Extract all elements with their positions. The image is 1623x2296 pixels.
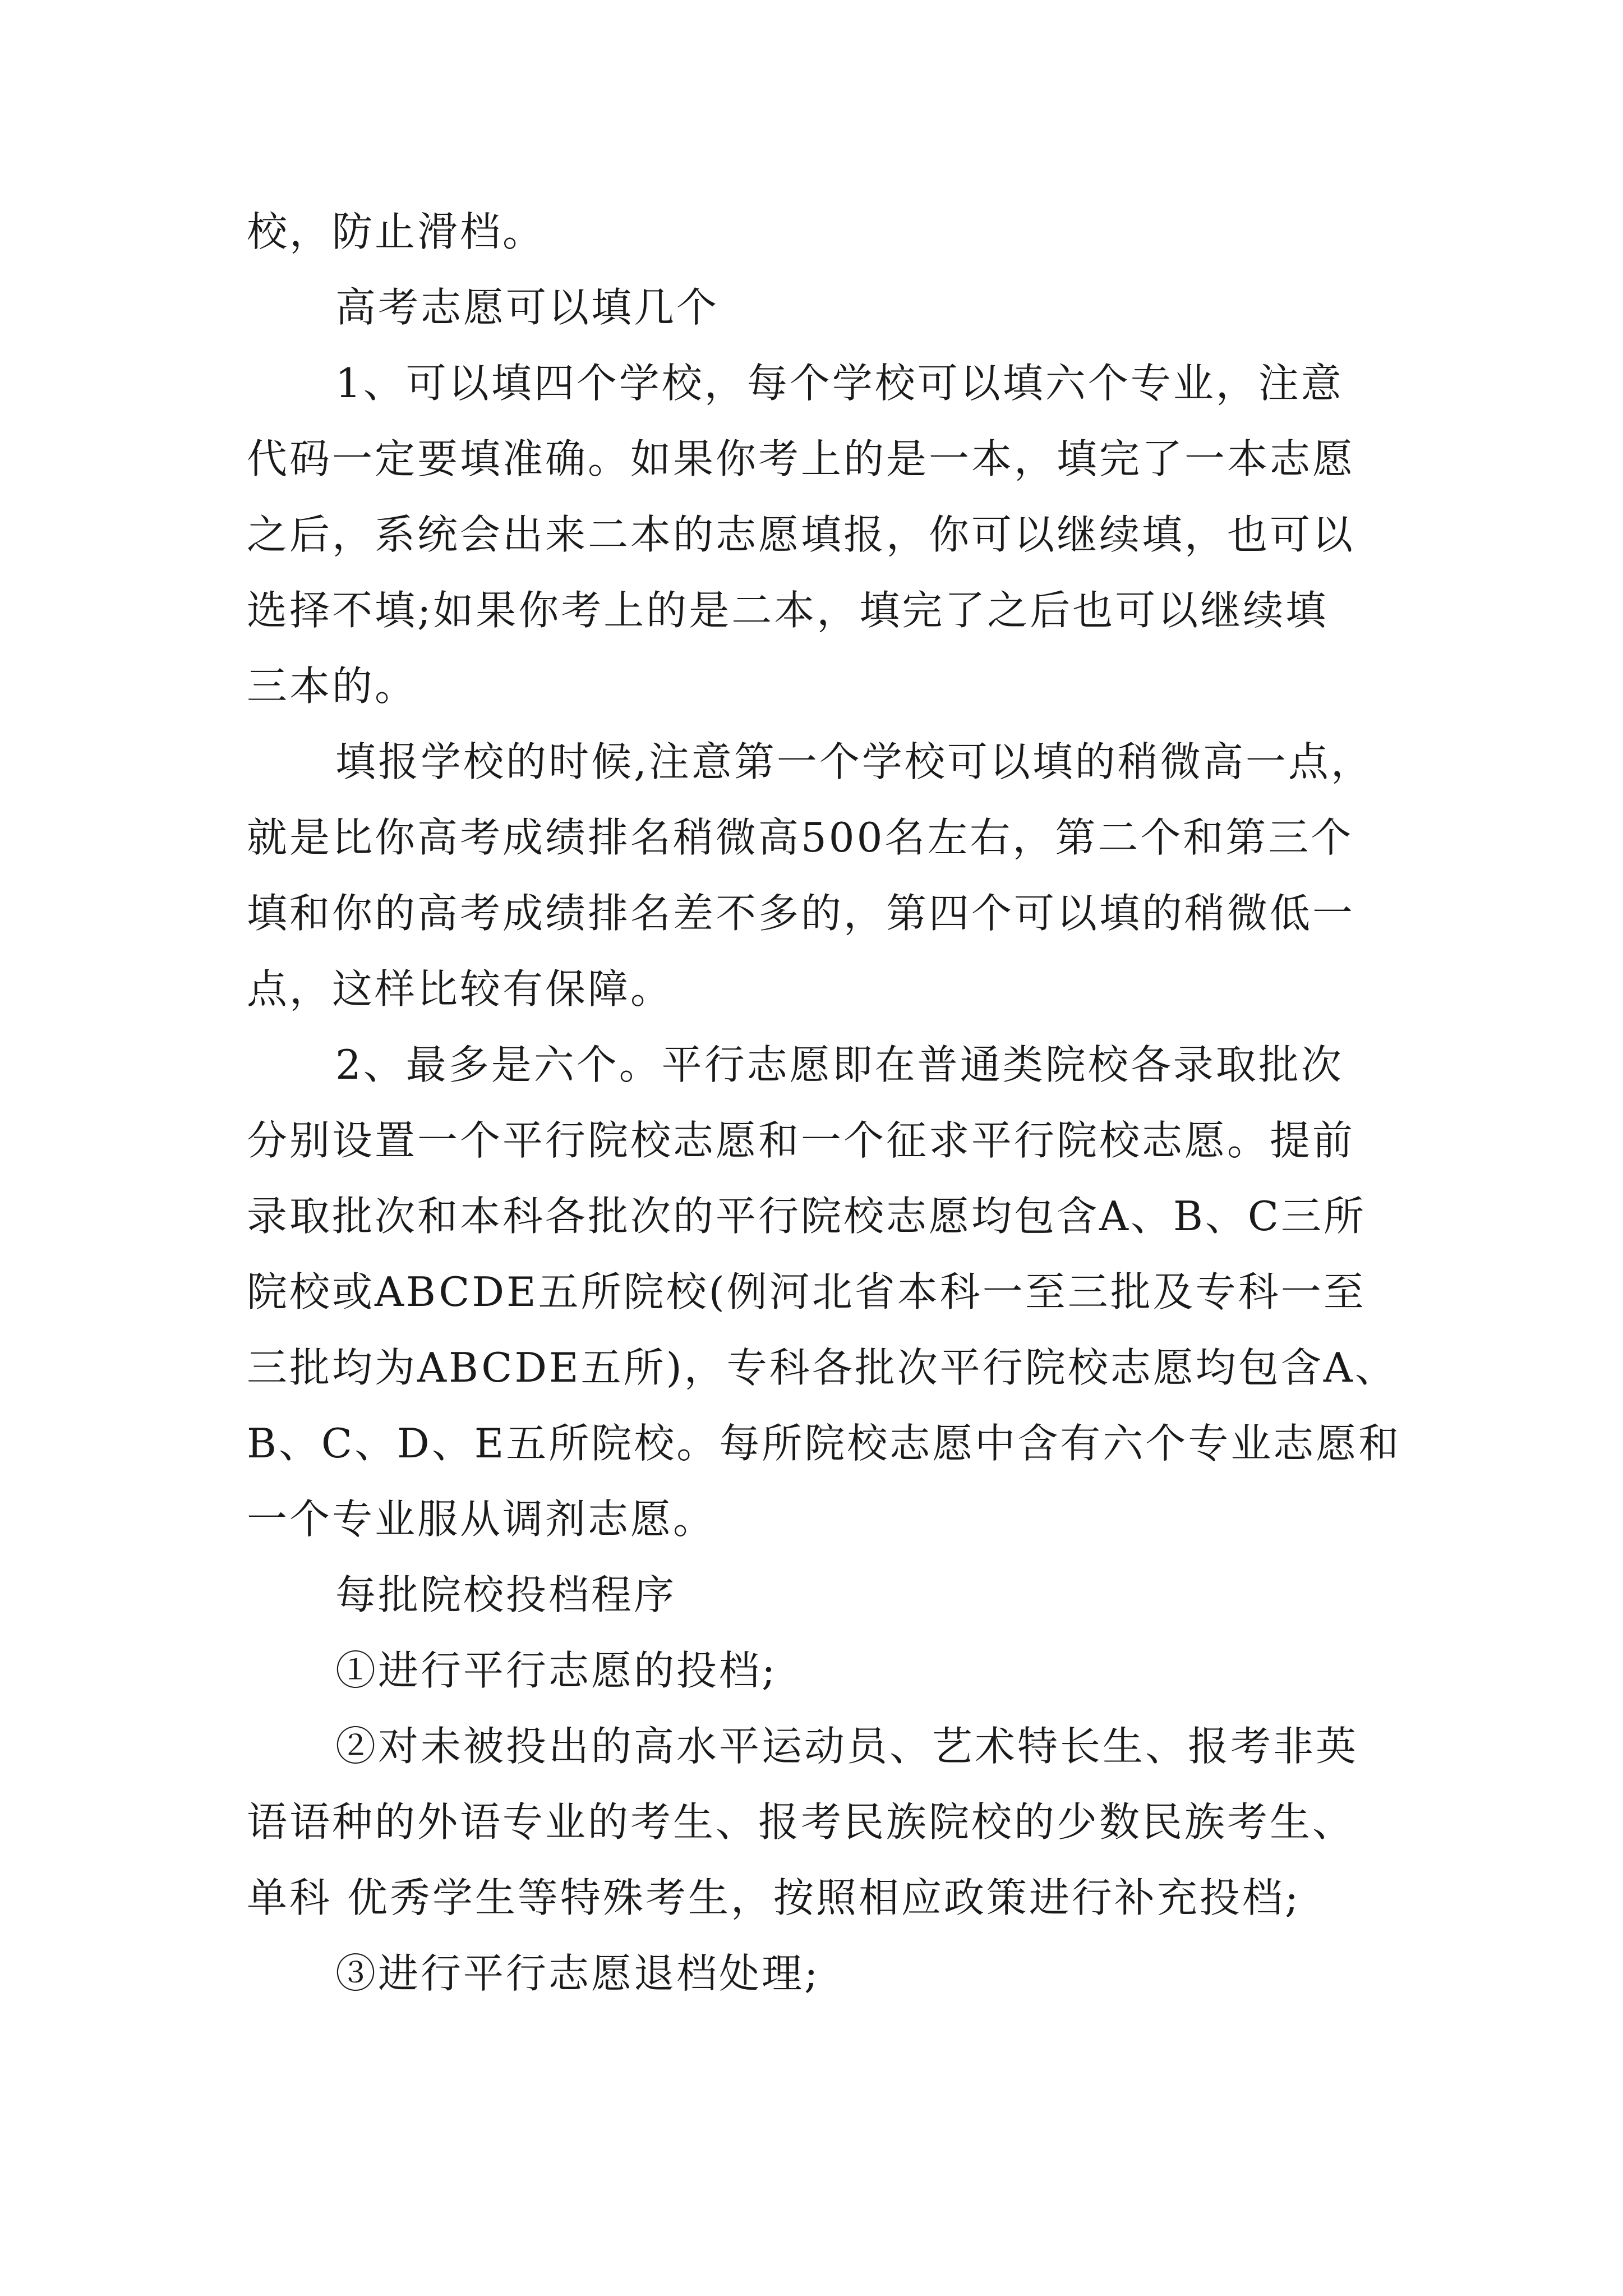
list-item: ③进行平行志愿退档处理; [335,1950,820,1997]
text-line: 填报学校的时候,注意第一个学校可以填的稍微高一点， [335,738,1373,785]
text-line: 三批均为ABCDE五所)，专科各批次平行院校志愿均包含A、 [247,1344,1398,1391]
text-line: 一个专业服从调剂志愿。 [247,1496,716,1543]
text-line: 1、可以填四个学校，每个学校可以填六个专业，注意 [335,360,1344,407]
list-item: ①进行平行志愿的投档; [335,1647,778,1694]
text-line: 之后，系统会出来二本的志愿填报，你可以继续填，也可以 [247,511,1355,558]
text-line: 三本的。 [247,662,418,710]
text-line: 录取批次和本科各批次的平行院校志愿均包含A、B、C三所 [247,1193,1366,1240]
text-line: 填和你的高考成绩排名差不多的，第四个可以填的稍微低一 [247,890,1355,937]
text-line: 就是比你高考成绩排名稍微高500名左右，第二个和第三个 [247,814,1354,861]
section-heading: 高考志愿可以填几个 [335,284,720,331]
text-line: 2、最多是六个。平行志愿即在普通类院校各录取批次 [335,1041,1344,1088]
text-line: 分别设置一个平行院校志愿和一个征求平行院校志愿。提前 [247,1117,1355,1164]
text-line: 校，防止滑档。 [247,208,546,255]
section-heading: 每批院校投档程序 [335,1571,677,1618]
text-line: 单科 优秀学生等特殊考生，按照相应政策进行补充投档; [247,1874,1301,1921]
text-line: 院校或ABCDE五所院校(例河北省本科一至三批及专科一至 [247,1268,1366,1315]
text-line: 代码一定要填准确。如果你考上的是一本，填完了一本志愿 [247,435,1355,482]
text-line: 语语种的外语专业的考生、报考民族院校的少数民族考生、 [247,1798,1355,1846]
text-line: B、C、D、E五所院校。每所院校志愿中含有六个专业志愿和 [247,1420,1401,1467]
text-line: 点，这样比较有保障。 [247,965,674,1013]
text-line: 选择不填;如果你考上的是二本，填完了之后也可以继续填 [247,587,1329,634]
list-item: ②对未被投出的高水平运动员、艺术特长生、报考非英 [335,1723,1359,1770]
